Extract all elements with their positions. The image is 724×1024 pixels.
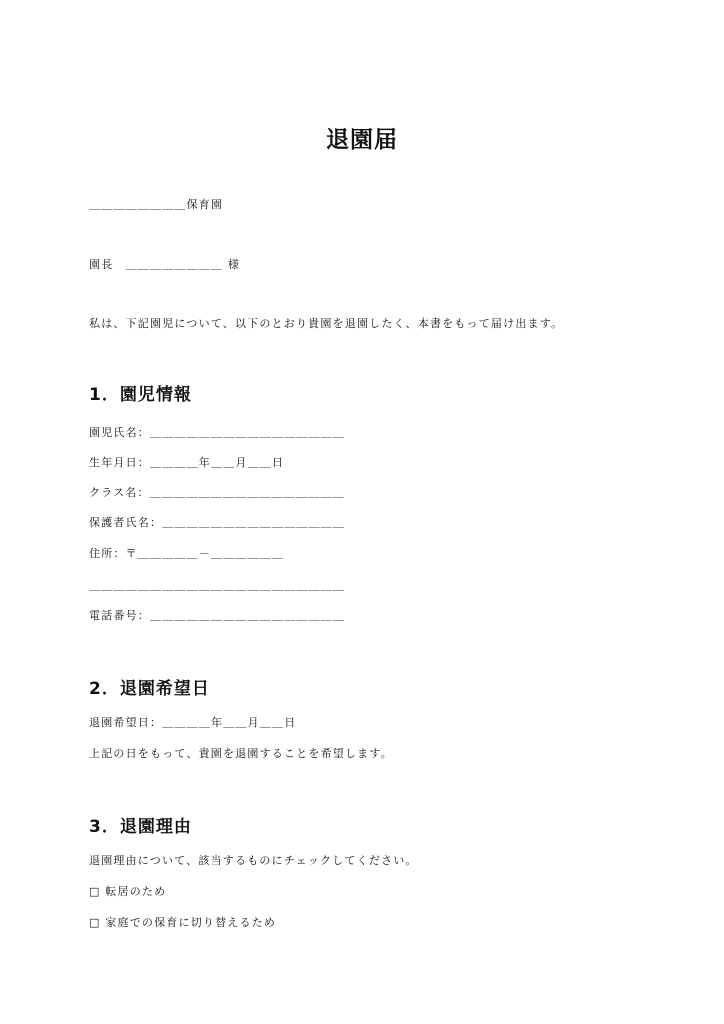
- address-field: 住所：〒＿＿＿＿＿－＿＿＿＿＿＿: [89, 547, 285, 560]
- phone-field: 電話番号：＿＿＿＿＿＿＿＿＿＿＿＿＿＿＿＿: [89, 609, 346, 622]
- child-name-field: 園児氏名：＿＿＿＿＿＿＿＿＿＿＿＿＿＿＿＿: [89, 426, 346, 439]
- withdrawal-date-field: 退園希望日：＿＿＿＿年＿＿月＿＿日: [89, 716, 297, 729]
- withdrawal-note: 上記の日をもって、貴園を退園することを希望します。: [89, 747, 393, 760]
- address-line2-field: ＿＿＿＿＿＿＿＿＿＿＿＿＿＿＿＿＿＿＿＿＿: [89, 579, 346, 592]
- section2-heading: 2．退園希望日: [89, 679, 210, 699]
- intro-text: 私は、下記園児について、以下のとおり貴園を退園したく、本書をもって届け出ます。: [89, 317, 564, 330]
- nursery-name-line: ＿＿＿＿＿＿＿＿保育園: [89, 198, 224, 211]
- guardian-name-field: 保護者氏名：＿＿＿＿＿＿＿＿＿＿＿＿＿＿＿: [89, 516, 346, 529]
- reason-option-moving[interactable]: □ 転居のため: [89, 885, 167, 898]
- class-name-field: クラス名：＿＿＿＿＿＿＿＿＿＿＿＿＿＿＿＿: [89, 486, 345, 499]
- document-title: 退園届: [326, 127, 398, 153]
- section3-heading: 3．退園理由: [89, 817, 192, 837]
- reason-option-home-care[interactable]: □ 家庭での保育に切り替えるため: [89, 916, 277, 929]
- birth-date-field: 生年月日：＿＿＿＿年＿＿月＿＿日: [89, 456, 285, 469]
- principal-line: 園長 ＿＿＿＿＿＿＿＿ 様: [89, 258, 241, 271]
- section1-heading: 1．園児情報: [89, 385, 192, 405]
- reason-instruction: 退園理由について、該当するものにチェックしてください。: [89, 854, 418, 867]
